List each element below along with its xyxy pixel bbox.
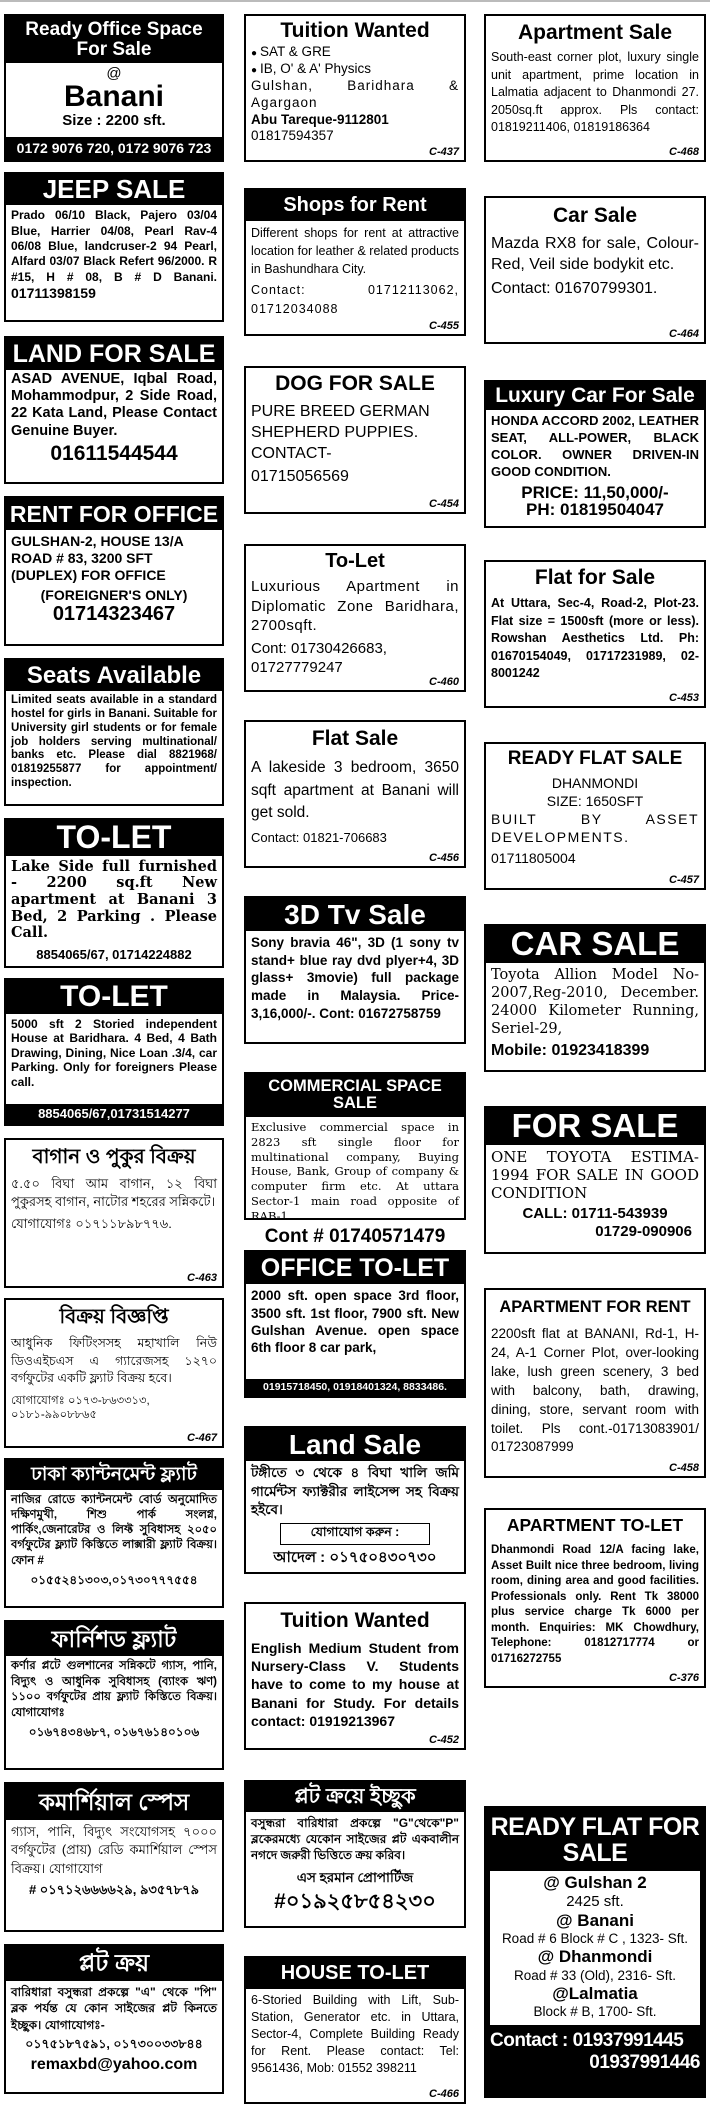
ad-plot-kroy	[4, 1944, 224, 2094]
ad-title: কমার্শিয়াল স্পেস	[6, 1784, 222, 1820]
ad-body: South-east corner plot, luxury single unit apartment, prime location in Lalmatia adjacent to Dhanmondi 27. 2050sq.ft approx. Pls contact: 01819211406, 01819186364	[491, 50, 699, 135]
ad-place: DHANMONDI	[551, 774, 639, 791]
ad-contact: Contact: 01821-706683	[251, 829, 387, 845]
ad-contact: Cont: 01730426683, 01727779247	[251, 639, 387, 676]
ad-body: At Uttara, Sec-4, Road-2, Plot-23. Flat size = 1500sft (more or less). Rowshan Aesthetics Ltd. Ph: 01670154049, 01717231989, 02-8001242	[491, 596, 699, 681]
ad-body: Limited seats available in a standard hostel for girls in Banani. Suitable for University girl students or for female job holders serving multinational/ banks etc. Please dial 8821968/ 01819255877 for appointment/ inspection.	[11, 694, 217, 789]
ad-commercial-space-bn	[4, 1782, 224, 1932]
ad-title: HOUSE TO-LET	[246, 1958, 464, 1989]
ad-locations	[490, 1871, 700, 2025]
ad-size-2: Road # 6 Block # C , 1323- Sft.	[501, 1931, 689, 1947]
ad-code: C-464	[669, 328, 699, 340]
ad-code: C-454	[429, 498, 459, 510]
ad-title: READY FLAT SALE	[507, 748, 683, 769]
ad-phone-2: 01729-090906	[595, 1222, 692, 1240]
ad-body: টঙ্গীতে ৩ থেকে ৪ বিঘা খালি জমি গার্মেন্টস ফ্যাক্টরীর লাইসেন্স সহ বিক্রয় হইবে।	[251, 1465, 459, 1517]
ad-phone: 01817594357	[251, 128, 334, 144]
ad-title: OFFICE TO-LET	[246, 1252, 464, 1284]
ad-code: C-460	[429, 676, 459, 688]
page-top-rule	[0, 0, 710, 2]
ad-size-3: Road # 33 (Old), 2316- Sft.	[513, 1967, 677, 1983]
ad-phone: ০১৫৫২৪১৩০৩,০১৭৩০৭৭৭৫৫৪	[30, 1572, 198, 1587]
ad-body: 2000 sft. open space 3rd floor, 3500 sft. 1st floor, 7900 sft. New Gulshan Avenue. open space 6th floor 8 car park,	[251, 1288, 459, 1356]
ad-title: Apartment Sale	[517, 21, 673, 44]
ad-title: CAR SALE	[486, 926, 704, 963]
ad-bikroy	[4, 1298, 224, 1448]
ad-body: Toyota Allion Model No-2007,Reg-2010, December. 24000 Kilometer Running, Seriel-29,	[491, 966, 699, 1038]
ad-loc-4: @Lalmatia	[552, 1984, 638, 2004]
ad-loc-2: @ Banani	[556, 1910, 634, 1930]
ad-title: ঢাকা ক্যান্টনমেন্ট ফ্ল্যাট	[6, 1460, 222, 1490]
ad-at: @	[106, 64, 122, 82]
ad-body: GULSHAN-2, HOUSE 13/A ROAD # 83, 3200 SFT (DUPLEX) FOR OFFICE	[11, 533, 184, 583]
ad-phone: 01711805004	[491, 849, 576, 866]
ad-rent-office	[4, 496, 224, 646]
ad-phone: ০১৭৫১৮৭৫৯১, ০১৭৩০০৩৩৮৪৪	[25, 2036, 203, 2051]
ad-body: বসুন্ধরা বারিধারা প্রকল্পে "G"থেকে"P" ব্লকেরমধ্যে যেকোন সাইজের প্লট একবালীন নগদে জরুরী ভিত্তিতে ক্রয় করিব।	[251, 1816, 459, 1863]
ad-house-tolet	[244, 1956, 466, 2104]
ad-title: DOG FOR SALE	[275, 372, 435, 395]
ad-phone: আদেল : ০১৭৫০৪৩০৭৩০	[273, 1549, 437, 1567]
ad-title: Car Sale	[552, 204, 638, 227]
ad-phone: ০১৬৭৪৩৪৬৮৭, ০১৬৭৬১৪০১০৬	[28, 1725, 200, 1740]
ad-body: A lakeside 3 bedroom, 3650 sqft apartment at Banani will get sold.	[251, 759, 459, 822]
ad-body: নাজির রোডে ক্যান্টনমেন্ট বোর্ড অনুমোদিত দক্ষিণমুখী, শিশু পার্ক সংলগ্ন, পার্কিং,জেনারেটর ও লিফ্ট সুবিধাসহ ২০৫০ বর্গফুটের ফ্ল্যাট কিস্তিতে লাক্সারী ফ্ল্যাট বিক্রয়। ফোন #	[11, 1493, 217, 1567]
ad-title: To-Let	[325, 550, 385, 572]
ad-ready-flat	[484, 742, 706, 890]
ad-body: PURE BREED GERMAN SHEPHERD PUPPIES. CONTACT-	[251, 403, 430, 462]
ad-body: বারিধারা বসুন্ধরা প্রকল্পে "এ" থেকে "পি" ব্লক পর্যন্ত যে কোন সাইজের প্লট কিনতে ইচ্ছুক। যোগাযোগঃ-	[11, 1985, 217, 2032]
ad-phone: Mobile: 01923418399	[491, 1042, 650, 1060]
ad-title: ফার্নিশড ফ্ল্যাট	[6, 1622, 222, 1656]
ad-body: 5000 sft 2 Storied independent House at Baridhara. 4 Bed, 4 Bath Drawing, Dining, Nice Loan .3/4, car Parking. Only for foreigners Please call.	[11, 1016, 217, 1089]
ad-title: Land Sale	[246, 1428, 464, 1461]
ad-size: Size : 2200 sft.	[62, 111, 166, 129]
ad-title: COMMERCIAL SPACE SALE	[246, 1074, 464, 1117]
ad-phone: Cont # 01740571479	[264, 1226, 446, 1248]
ad-size: SIZE: 1650SFT	[546, 793, 644, 810]
ad-title: LAND FOR SALE	[6, 338, 222, 370]
ad-code: C-458	[669, 1462, 699, 1474]
ad-body: ASAD AVENUE, Iqbal Road, Mohammodpur, 2 Side Road, 22 Kata Land, Please Contact Genuine Buyer.	[11, 371, 217, 439]
ad-phone: PH: 01819504047	[525, 500, 664, 520]
ad-code: C-466	[429, 2088, 459, 2100]
ad-phone: 01915718450, 01918401324, 8833486.	[246, 1379, 464, 1396]
ad-body: English Medium Student from Nursery-Class V. Students have to come to my house at Banani for Study. For details contact: 01919213967	[251, 1640, 459, 1729]
ad-office-tolet	[244, 1250, 466, 1398]
ad-bullet-1: ● SAT & GRE	[251, 44, 459, 61]
ad-title: বাগান ও পুকুর বিক্রয়	[32, 1146, 196, 1168]
ad-place: Banani	[63, 79, 165, 113]
ad-body: কর্ণার প্লটে গুলশানের সন্নিকটে গ্যাস, পানি, বিদ্যুৎ ও আধুনিক সুবিধাসহ (ব্যাংক ঋণ) ১১০০ বর্গফুটের প্রায় ফ্ল্যাট কিস্তিতে বিক্রয়। যোগাযোগঃ	[11, 1660, 217, 1719]
ad-for-sale	[484, 1106, 706, 1254]
ad-size-4: Block # B, 1700- Sft.	[533, 2004, 657, 2020]
ad-phone: 01715056569	[251, 468, 349, 486]
ad-contact: Contact: 01670799301.	[491, 279, 658, 297]
ad-furnished-flat	[4, 1620, 224, 1770]
ad-code: C-467	[187, 1432, 217, 1444]
ad-phone-2: 01937991446	[589, 2052, 700, 2074]
ad-contact: যোগাযোগঃ ০১৭৩-৮৬৩৩১৩, ০১৮১-৯৯০৮৮৬৫	[11, 1394, 150, 1422]
ad-code: C-376	[669, 1672, 699, 1684]
ad-seats	[4, 658, 224, 806]
ad-name: এস হরমান প্রোপার্টিজ	[296, 1869, 414, 1885]
ad-code: C-463	[187, 1272, 217, 1284]
ad-phone: 01714323467	[52, 602, 176, 625]
ad-tv-sale	[244, 896, 466, 1044]
ad-body: গ্যাস, পানি, বিদ্যুৎ সংযোগসহ ৭০০০ বর্গফুটের (প্রায়) রেডি কমার্শিয়াল স্পেস বিক্রয়। যোগাযোগ	[11, 1824, 217, 1876]
ad-title: Tuition Wanted	[280, 19, 430, 42]
ad-body: HONDA ACCORD 2002, LEATHER SEAT, ALL-POWER, BLACK COLOR. OWNER DRIVEN-IN GOOD CONDITION.	[491, 413, 699, 479]
ad-dhaka-flat	[4, 1458, 224, 1608]
ad-body: Luxurious Apartment in Diplomatic Zone Baridhara, 2700sqft.	[251, 578, 459, 634]
ad-dog-sale	[244, 366, 466, 514]
ad-title: প্লট ক্রয়ে ইচ্ছুক	[246, 1782, 464, 1812]
ad-flat-sale-uttara	[484, 560, 706, 708]
ad-title: APARTMENT FOR RENT	[499, 1298, 691, 1316]
ad-bagan	[4, 1138, 224, 1288]
ad-title: JEEP SALE	[6, 174, 222, 205]
ad-apt-tolet	[484, 1508, 706, 1688]
ad-apt-rent	[484, 1288, 706, 1478]
ad-commercial-space	[244, 1072, 466, 1248]
ad-tuition-1	[244, 14, 466, 162]
ad-body: 6-Storied Building with Lift, Sub-Station, Generator etc. in Uttara, Sector-4, Complete Building Ready for Rent. Please contact: Tel: 9561436, Mob: 01552 398211	[251, 1993, 459, 2075]
ad-code: C-455	[429, 320, 459, 332]
ad-loc-1: @ Gulshan 2	[543, 1872, 647, 1892]
ad-title: RENT FOR OFFICE	[6, 498, 222, 530]
ad-title: Shops for Rent	[246, 190, 464, 221]
ad-ready-flat-2	[484, 1806, 706, 2098]
ad-body: Lake Side full furnished - 2200 sq.ft New apartment at Banani 3 Bed, 2 Parking . Please Call.	[11, 857, 217, 942]
ad-price: PRICE: 11,50,000/-	[521, 482, 669, 502]
ad-code: C-437	[429, 146, 459, 158]
ad-body: BUILT BY ASSET DEVELOPMENTS.	[491, 811, 699, 846]
ad-size-1: 2425 sft.	[566, 1892, 624, 1910]
ad-name: Abu Tareque-9112801	[251, 111, 389, 127]
ad-contact: যোগাযোগঃ ০১৭১১৮৯৮৭৭৬.	[11, 1216, 172, 1232]
ad-code: C-453	[669, 692, 699, 704]
ad-title: Luxury Car For Sale	[486, 382, 704, 410]
ad-title: Flat Sale	[311, 727, 399, 750]
ad-loc-3: @ Dhanmondi	[537, 1947, 653, 1967]
ad-tolet-2	[4, 978, 224, 1126]
ad-title: প্লট ক্রয়	[6, 1946, 222, 1981]
ad-body: ৫.৫০ বিঘা আম বাগান, ১২ বিঘা পুকুরসহ বাগান, নাটোর শহরের সন্নিকটে।	[11, 1176, 217, 1209]
ad-body: Gulshan, Baridhara & Agargaon	[251, 77, 459, 110]
ad-bullet-2: ● IB, O' & A' Physics	[251, 61, 459, 78]
ad-phone: 01711398159	[11, 285, 96, 302]
ad-phone: 0172 9076 720, 0172 9076 723	[6, 137, 222, 160]
ad-land-sale	[4, 336, 224, 484]
ad-note: (FOREIGNER'S ONLY)	[40, 586, 188, 603]
ad-body: ONE TOYOTA ESTIMA-1994 FOR SALE IN GOOD CONDITION	[491, 1147, 699, 1202]
ad-contact-label: যোগাযোগ করুন :	[280, 1523, 430, 1545]
ad-title: বিক্রয় বিজ্ঞপ্তি	[59, 1306, 169, 1328]
ad-tolet-1	[4, 818, 224, 968]
ad-title: APARTMENT TO-LET	[506, 1515, 684, 1535]
ad-body: Dhanmondi Road 12/A facing lake, Asset Built nice three bedroom, living room, dining area and good facilities. Professionals only. Rent Tk 38000 plus service charge Tk 6000 per month. Enquiries: MK Chowdhury, Telephone: 01812717774 or 01716272755	[491, 1544, 699, 1665]
ad-apt-sale	[484, 14, 706, 162]
ad-email: remaxbd@yahoo.com	[30, 2055, 198, 2073]
ad-body: 2200sft flat at BANANI, Rd-1, H-24, A-1 Corner Plot, over-looking lake, lush green scenery, 3 bed with balcony, bath, drawing, dining, store, servant room with toilet. Pls cont.-01713083901/ 01723087999	[491, 1326, 699, 1455]
ad-title: READY FLAT FOR SALE	[490, 1813, 700, 1868]
ad-title: 3D Tv Sale	[246, 898, 464, 931]
ad-luxury-car	[484, 380, 706, 528]
ad-bullets	[246, 44, 464, 148]
ad-code: C-452	[429, 1734, 459, 1746]
ad-tuition-2	[244, 1602, 466, 1750]
ad-title: Tuition Wanted	[280, 1609, 430, 1632]
ad-phone: # ০১৭১২৬৬৬৬২৯, ৯৩৫৭৮৭৯	[28, 1881, 200, 1897]
ad-shops-rent	[244, 188, 466, 336]
ad-phone: 8854065/67, 01714224882	[36, 947, 192, 962]
ad-flat-sale	[244, 720, 466, 868]
ad-body	[6, 205, 222, 306]
ad-phone-1: Contact : 01937991445	[490, 2029, 684, 2051]
ad-phone-1: CALL: 01711-543939	[522, 1204, 668, 1222]
ad-body-text: Prado 06/10 Black, Pajero 03/04 Blue, Harrier 04/08, Pearl Rav-4 06/08 Blue, landcruser-2 94 Pearl, Alfard 03/07 Black Refert 96/2000. R #15, H # 08, B # D Banani.	[11, 208, 217, 284]
ad-phone: #০১৯২৫৮৫৪২৩০	[274, 1889, 436, 1913]
ad-body: Sony bravia 46", 3D (1 sony tv stand+ blue ray dvd plyer+4, 3D glass+ 3movie) full package made in Malaysia. Price-3,16,000/-. Cont: 01672758759	[251, 935, 459, 1021]
ad-phone: 8854065/67,01731514277	[6, 1104, 222, 1124]
ad-tolet-apt	[244, 544, 466, 692]
ad-phone: 01611544544	[50, 441, 178, 465]
ad-body: Different shops for rent at attractive location for leather & related products in Bashundhara City.	[251, 226, 459, 277]
ad-code: C-457	[669, 874, 699, 886]
ad-land-sale-bn	[244, 1426, 466, 1574]
ad-banani-office	[4, 14, 224, 162]
ad-code: C-468	[669, 146, 699, 158]
ad-plot-kroy-2	[244, 1780, 466, 1928]
ad-title: Flat for Sale	[534, 566, 656, 589]
ad-title: FOR SALE	[486, 1108, 704, 1145]
ad-body: Mazda RX8 for sale, Colour-Red, Veil side bodykit etc.	[491, 235, 699, 273]
ad-title: TO-LET	[6, 820, 222, 856]
ad-body: আধুনিক ফিটিংসসহ মহাখালি নিউ ডিওএইচএস এ গ্যারেজসহ ১২৭০ বর্গফুটের একটি ফ্ল্যাট বিক্রয় হবে।	[11, 1336, 217, 1385]
ad-contact: Contact: 01712113062, 01712034088	[251, 283, 459, 316]
ad-car-sale-2	[484, 924, 706, 1072]
ad-body: Exclusive commercial space in 2823 sft single floor for multinational company, Buying House, Bank, Group of company & computer firm etc. At uttara Sector-1 main road opposite of RAB-1	[251, 1119, 459, 1224]
ad-jeep-sale	[4, 172, 224, 322]
ad-code: C-456	[429, 852, 459, 864]
ad-title: Seats Available	[6, 660, 222, 691]
ad-title: Ready Office Space For Sale	[6, 16, 222, 63]
ad-car-sale	[484, 196, 706, 344]
ad-title: TO-LET	[6, 980, 222, 1014]
